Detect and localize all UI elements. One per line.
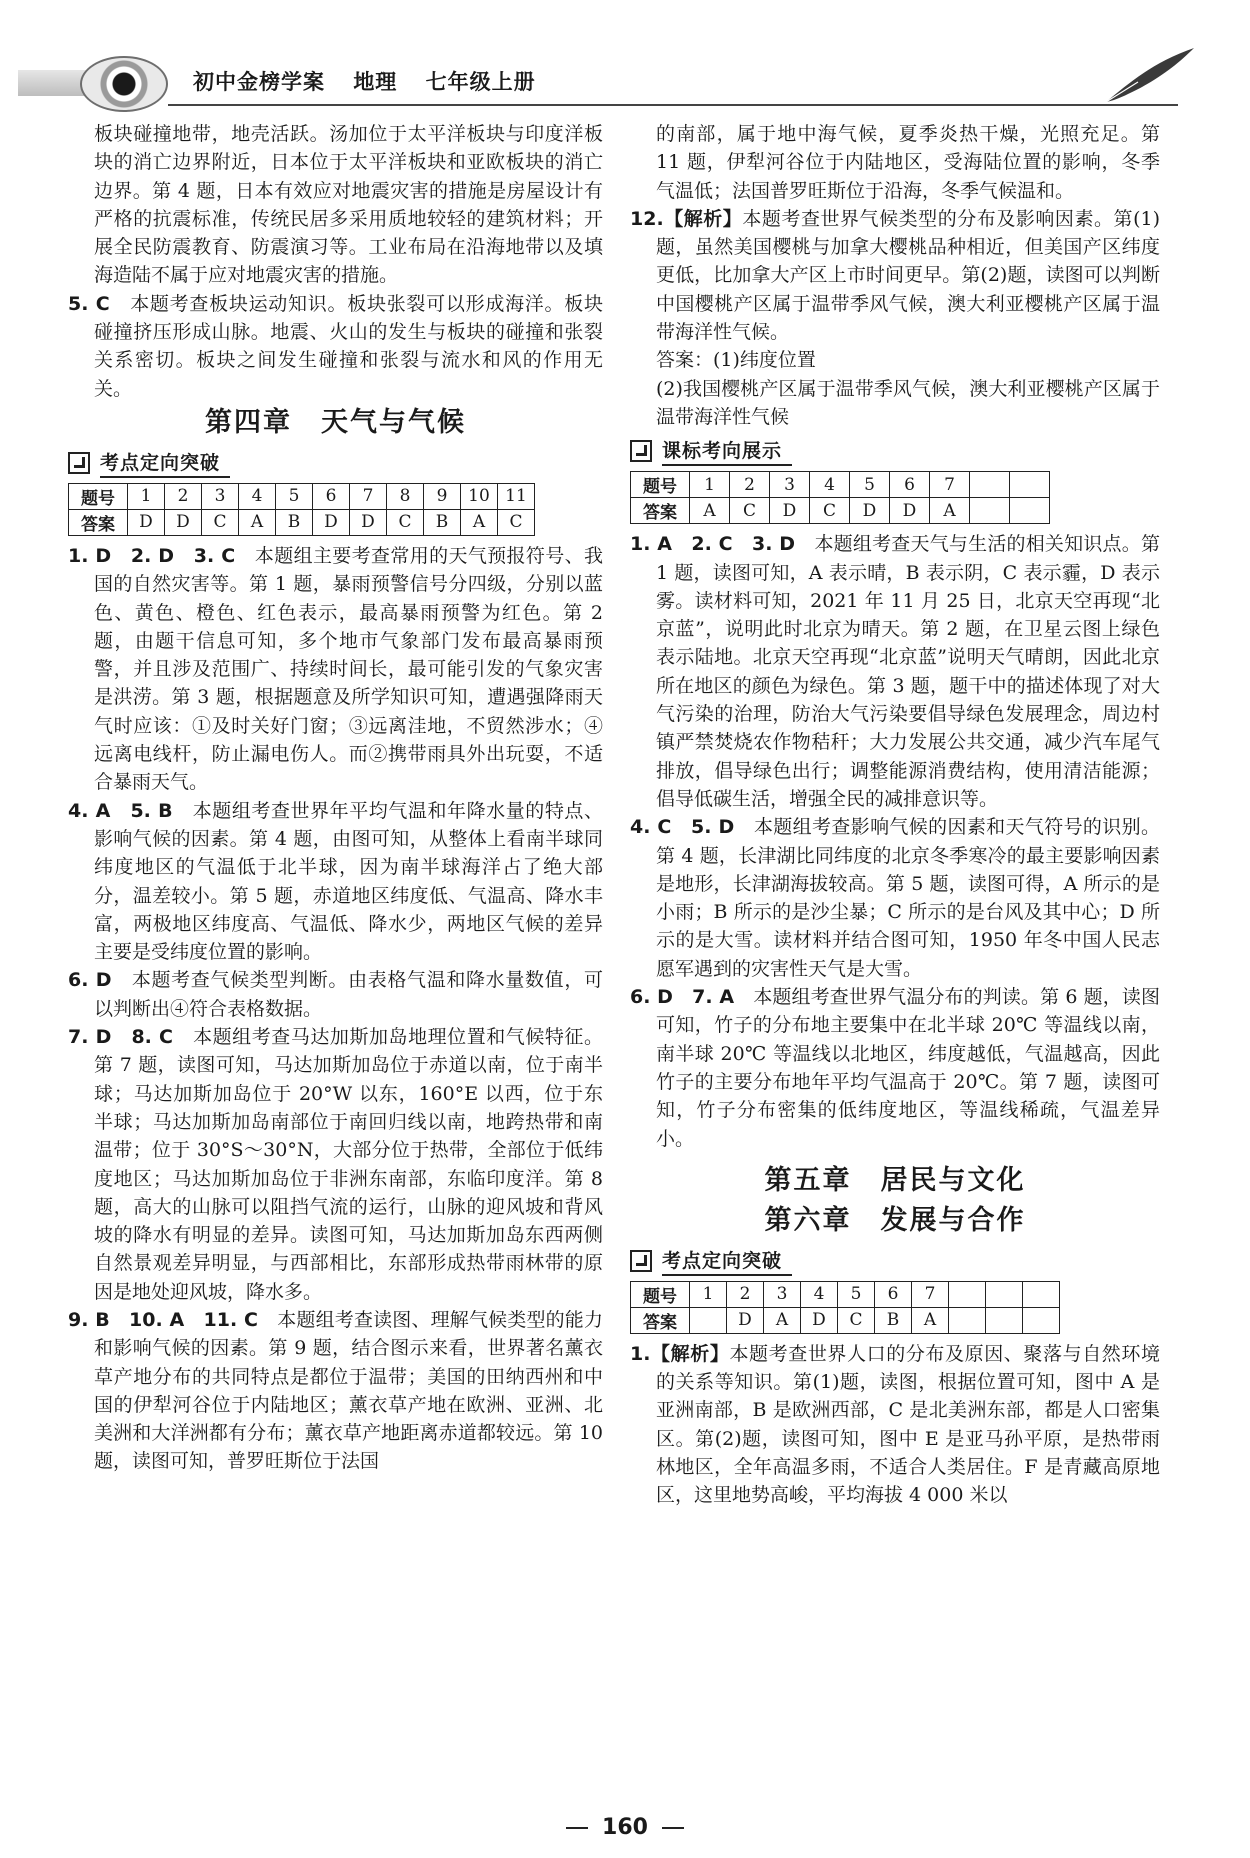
q12-label: 12.【解析】	[630, 207, 743, 230]
right-column	[630, 120, 1160, 1510]
table-cell: 5	[276, 483, 313, 509]
table-row	[631, 472, 1050, 498]
paragraph-r1	[630, 1340, 1160, 1510]
page-number: 160	[602, 1815, 648, 1840]
k4-answer: 4. C 5. D	[630, 816, 735, 839]
r1-label: 1.【解析】	[630, 1342, 730, 1365]
grade-name: 七年级上册	[425, 70, 536, 94]
feather-icon	[1098, 44, 1198, 106]
table-row	[631, 1281, 1060, 1307]
section-label: 考点定向突破	[100, 448, 230, 478]
table-cell: B	[875, 1307, 912, 1333]
table-cell: 7	[930, 472, 970, 498]
page-footer	[0, 1815, 1250, 1840]
table-cell: B	[424, 509, 461, 535]
answer-table-2	[630, 471, 1050, 524]
table-cell: D	[313, 509, 350, 535]
table-cell: D	[727, 1307, 764, 1333]
section-heading-1	[68, 447, 603, 479]
table-cell: C	[387, 509, 424, 535]
paragraph-q1-3	[68, 542, 603, 797]
table-cell: 6	[875, 1281, 912, 1307]
table-cell	[690, 1307, 727, 1333]
q9-answer: 9. B 10. A 11. C	[68, 1308, 258, 1331]
subject-name: 地理	[353, 70, 398, 94]
q1-text: 本题组主要考查常用的天气预报符号、我国的自然灾害等。第 1 题，暴雨预警信号分四级，分别以蓝色、黄色、橙色、红色表示，最高暴雨预警为红色。第 2 题，由题干信息可知，多个地市气象部门发布最高暴雨预警，并且涉及范围广、持续时间长，最可能引发的气象灾害是洪涝。第 3 题，根据题意及所学知识可知，遭遇强降雨天气时应该：①及时关好门窗；③远离洼地，不贸然涉水；④远离电线杆，防止漏电伤人。而②携带雨具外出玩耍，不适合暴雨天气。	[94, 544, 603, 794]
table-cell: D	[801, 1307, 838, 1333]
table-cell: C	[730, 498, 770, 524]
chapter-4-title: 第四章 天气与气候	[205, 406, 466, 438]
table-cell: A	[912, 1307, 949, 1333]
table-cell: A	[239, 509, 276, 535]
table-cell: D	[165, 509, 202, 535]
table-cell: 6	[890, 472, 930, 498]
table-cell: C	[810, 498, 850, 524]
table-cell: 4	[239, 483, 276, 509]
paragraph-k6-7	[630, 983, 1160, 1153]
table-cell	[970, 472, 1010, 498]
table-header-cell: 答案	[631, 1307, 690, 1333]
paragraph-q6	[68, 966, 603, 1023]
q12-answer-2: (2)我国樱桃产区属于温带季风气候，澳大利亚樱桃产区属于温带海洋性气候	[656, 377, 1160, 428]
table-cell: 7	[350, 483, 387, 509]
table-cell: D	[350, 509, 387, 535]
eye-logo-icon	[80, 56, 168, 112]
table-cell: 4	[801, 1281, 838, 1307]
q6-text: 本题考查气候类型判断。由表格气温和降水量数值，可以判断出④符合表格数据。	[94, 969, 603, 1020]
r1-text: 本题考查世界人口的分布及原因、聚落与自然环境的关系等知识。第(1)题，读图，根据位置可知，图中 A 是亚洲南部，B 是欧洲西部，C 是北美洲东部，都是人口密集区。第(2)题，读图可知，图中 E 是亚马孙平原，是热带雨林地区，全年高温多雨，不适合人类居住。F 是青藏高原地区，这里地势高峻，平均海拔 4 000 米以	[656, 1342, 1160, 1507]
table-cell	[949, 1281, 986, 1307]
chapter-5-title: 第五章 居民与文化	[764, 1164, 1026, 1196]
table-cell	[1010, 472, 1050, 498]
table-cell: C	[498, 509, 535, 535]
q9-text: 本题组考查读图、理解气候类型的能力和影响气候的因素。第 9 题，结合图示来看，世界著名薰衣草产地分布的共同特点是都位于温带；美国的田纳西州和中国的伊犁河谷位于内陆地区；薰衣草产地在欧洲、亚洲、北美洲和大洋洲都有分布；薰衣草产地距离赤道都较远。第 10 题，读图可知，普罗旺斯位于法国	[94, 1308, 603, 1473]
table-cell: D	[890, 498, 930, 524]
table-cell: 5	[850, 472, 890, 498]
table-cell: 9	[424, 483, 461, 509]
q6-answer: 6. D	[68, 969, 112, 992]
q1-answer: 1. D 2. D 3. C	[68, 544, 236, 567]
table-header-cell: 题号	[631, 472, 690, 498]
table-header-cell: 题号	[631, 1281, 690, 1307]
section-arrow-icon	[68, 452, 90, 474]
paragraph-q12	[630, 205, 1160, 346]
table-row	[69, 509, 535, 535]
page-header	[18, 40, 1198, 108]
table-cell	[1023, 1307, 1060, 1333]
table-cell: 2	[727, 1281, 764, 1307]
paragraph-k1-3	[630, 530, 1160, 813]
table-cell: D	[850, 498, 890, 524]
header-rule	[168, 104, 1178, 106]
table-cell: 2	[165, 483, 202, 509]
table-cell: D	[770, 498, 810, 524]
table-row	[631, 1307, 1060, 1333]
table-cell: 7	[912, 1281, 949, 1307]
paragraph-q7-8	[68, 1023, 603, 1306]
footer-dash	[566, 1827, 588, 1829]
section-arrow-icon	[630, 440, 652, 462]
answer-table-1	[68, 483, 535, 536]
table-cell: 4	[810, 472, 850, 498]
section-heading-3	[630, 1245, 1160, 1277]
k1-answer: 1. A 2. C 3. D	[630, 533, 796, 556]
table-cell	[1023, 1281, 1060, 1307]
section-label: 课标考向展示	[662, 436, 792, 466]
table-cell	[986, 1307, 1023, 1333]
footer-dash	[662, 1827, 684, 1829]
q12-text: 本题考查世界气候类型的分布及影响因素。第(1)题，虽然美国樱桃与加拿大樱桃品种相近，但美国产区纬度更低，比加拿大产区上市时间更早。第(2)题，读图可以判断中国樱桃产区属于温带季风气候，澳大利亚樱桃产区属于温带海洋性气候。	[656, 207, 1160, 344]
paragraph-intro: 板块碰撞地带，地壳活跃。汤加位于太平洋板块与印度洋板块的消亡边界附近，日本位于太平洋板块和亚欧板块的消亡边界。第 4 题，日本有效应对地震灾害的措施是房屋设计有严格的抗震标准，传统民居多采用质地较轻的建筑材料；开展全民防震教育、防震演习等。工业布局在沿海地带以及填海造陆不属于应对地震灾害的措施。	[94, 123, 603, 287]
q5-answer: 5. C	[68, 292, 110, 315]
table-cell: 1	[690, 1281, 727, 1307]
header-title	[193, 66, 556, 96]
table-cell: C	[202, 509, 239, 535]
table-cell: 11	[498, 483, 535, 509]
table-cell: A	[461, 509, 498, 535]
table-cell	[949, 1307, 986, 1333]
paragraph-q9-11	[68, 1306, 603, 1476]
q12-answer-1: 答案：(1)纬度位置	[656, 349, 816, 372]
q4-text: 本题组考查世界年平均气温和年降水量的特点、影响气候的因素。第 4 题，由图可知，从整体上看南半球同纬度地区的气温低于北半球，因为南半球海洋占了绝大部分，温差较小。第 5 题，赤道地区纬度低、气温高、降水丰富，两极地区纬度高、气温低、降水少，两地区气候的差异主要是受纬度位置的影响。	[94, 799, 603, 964]
table-cell: 2	[730, 472, 770, 498]
table-cell	[1010, 498, 1050, 524]
paragraph-continued: 的南部，属于地中海气候，夏季炎热干燥，光照充足。第 11 题，伊犁河谷位于内陆地区，受海陆位置的影响，冬季气温低；法国普罗旺斯位于沿海，冬季气候温和。	[656, 123, 1160, 202]
table-header-cell: 答案	[631, 498, 690, 524]
table-cell: A	[764, 1307, 801, 1333]
table-cell: 3	[770, 472, 810, 498]
table-cell	[986, 1281, 1023, 1307]
q5-text: 本题考查板块运动知识。板块张裂可以形成海洋。板块碰撞挤压形成山脉。地震、火山的发生与板块的碰撞和张裂关系密切。板块之间发生碰撞和张裂与流水和风的作用无关。	[94, 292, 603, 400]
q4-answer: 4. A 5. B	[68, 799, 173, 822]
paragraph-k4-5	[630, 813, 1160, 983]
table-cell: 5	[838, 1281, 875, 1307]
table-cell: 6	[313, 483, 350, 509]
table-cell: D	[128, 509, 165, 535]
k4-text: 本题组考查影响气候的因素和天气符号的识别。第 4 题，长津湖比同纬度的北京冬季寒冷的最主要影响因素是地形，长津湖海拔较高。第 5 题，读图可得，A 所示的是小雨；B 所示的是沙尘暴；C 所示的是台风及其中心；D 所示的是大雪。读材料并结合图可知，1950 年冬中国人民志愿军遇到的灾害性天气是大雪。	[656, 816, 1160, 980]
k6-answer: 6. D 7. A	[630, 986, 735, 1009]
table-row	[69, 483, 535, 509]
table-cell: A	[930, 498, 970, 524]
table-cell	[970, 498, 1010, 524]
paragraph-q4-5	[68, 797, 603, 967]
table-cell: 8	[387, 483, 424, 509]
table-cell: 10	[461, 483, 498, 509]
table-cell: C	[838, 1307, 875, 1333]
table-cell: 3	[764, 1281, 801, 1307]
table-cell: 1	[128, 483, 165, 509]
q7-text: 本题组考查马达加斯加岛地理位置和气候特征。第 7 题，读图可知，马达加斯加岛位于赤道以南，位于南半球；马达加斯加岛位于 20°W 以东，160°E 以西，位于东半球；马达加斯加岛南部位于南回归线以南，地跨热带和南温带；位于 30°S～30°N，大部分位于热带，全部位于低纬度地区；马达加斯加岛位于非洲东南部，东临印度洋。第 8 题，高大的山脉可以阻挡气流的运行，山脉的迎风坡和背风坡的降水有明显的差异。读图可知，马达加斯加岛东西两侧自然景观差异明显，与西部相比，东部形成热带雨林带的原因是地处迎风坡，降水多。	[94, 1026, 603, 1303]
table-cell: 1	[690, 472, 730, 498]
chapter-6-title: 第六章 发展与合作	[764, 1204, 1026, 1236]
k6-text: 本题组考查世界气温分布的判读。第 6 题，读图可知，竹子的分布地主要集中在北半球 20℃ 等温线以南，南半球 20℃ 等温线以北地区，纬度越低，气温越高，因此竹子的主要分布地年平均气温高于 20℃。第 7 题，读图可知，竹子分布密集的低纬度地区，等温线稀疏，气温差异小。	[656, 986, 1160, 1150]
table-row	[631, 498, 1050, 524]
k1-text: 本题组考查天气与生活的相关知识点。第 1 题，读图可知，A 表示晴，B 表示阴，C 表示霾，D 表示雾。读材料可知，2021 年 11 月 25 日，北京天空再现“北京蓝”，说明此时北京为晴天。第 2 题，在卫星云图上绿色表示陆地。北京天空再现“北京蓝”说明天气晴朗，因此北京所在地区的颜色为绿色。第 3 题，题干中的描述体现了对大气污染的治理，防治大气污染要倡导绿色发展理念，周边村镇严禁焚烧农作物秸秆；大力发展公共交通，减少汽车尾气排放，倡导绿色出行；调整能源消费结构，使用清洁能源；倡导低碳生活，增强全民的减排意识等。	[656, 533, 1160, 810]
section-arrow-icon	[630, 1250, 652, 1272]
section-label: 考点定向突破	[662, 1246, 792, 1276]
left-column	[68, 120, 603, 1476]
paragraph-q5	[68, 290, 603, 403]
series-name: 初中金榜学案	[193, 70, 325, 94]
q7-answer: 7. D 8. C	[68, 1026, 173, 1049]
table-header-cell: 答案	[69, 509, 128, 535]
table-cell: A	[690, 498, 730, 524]
answer-table-3	[630, 1281, 1060, 1334]
table-header-cell: 题号	[69, 483, 128, 509]
table-cell: B	[276, 509, 313, 535]
table-cell: 3	[202, 483, 239, 509]
section-heading-2	[630, 435, 1160, 467]
